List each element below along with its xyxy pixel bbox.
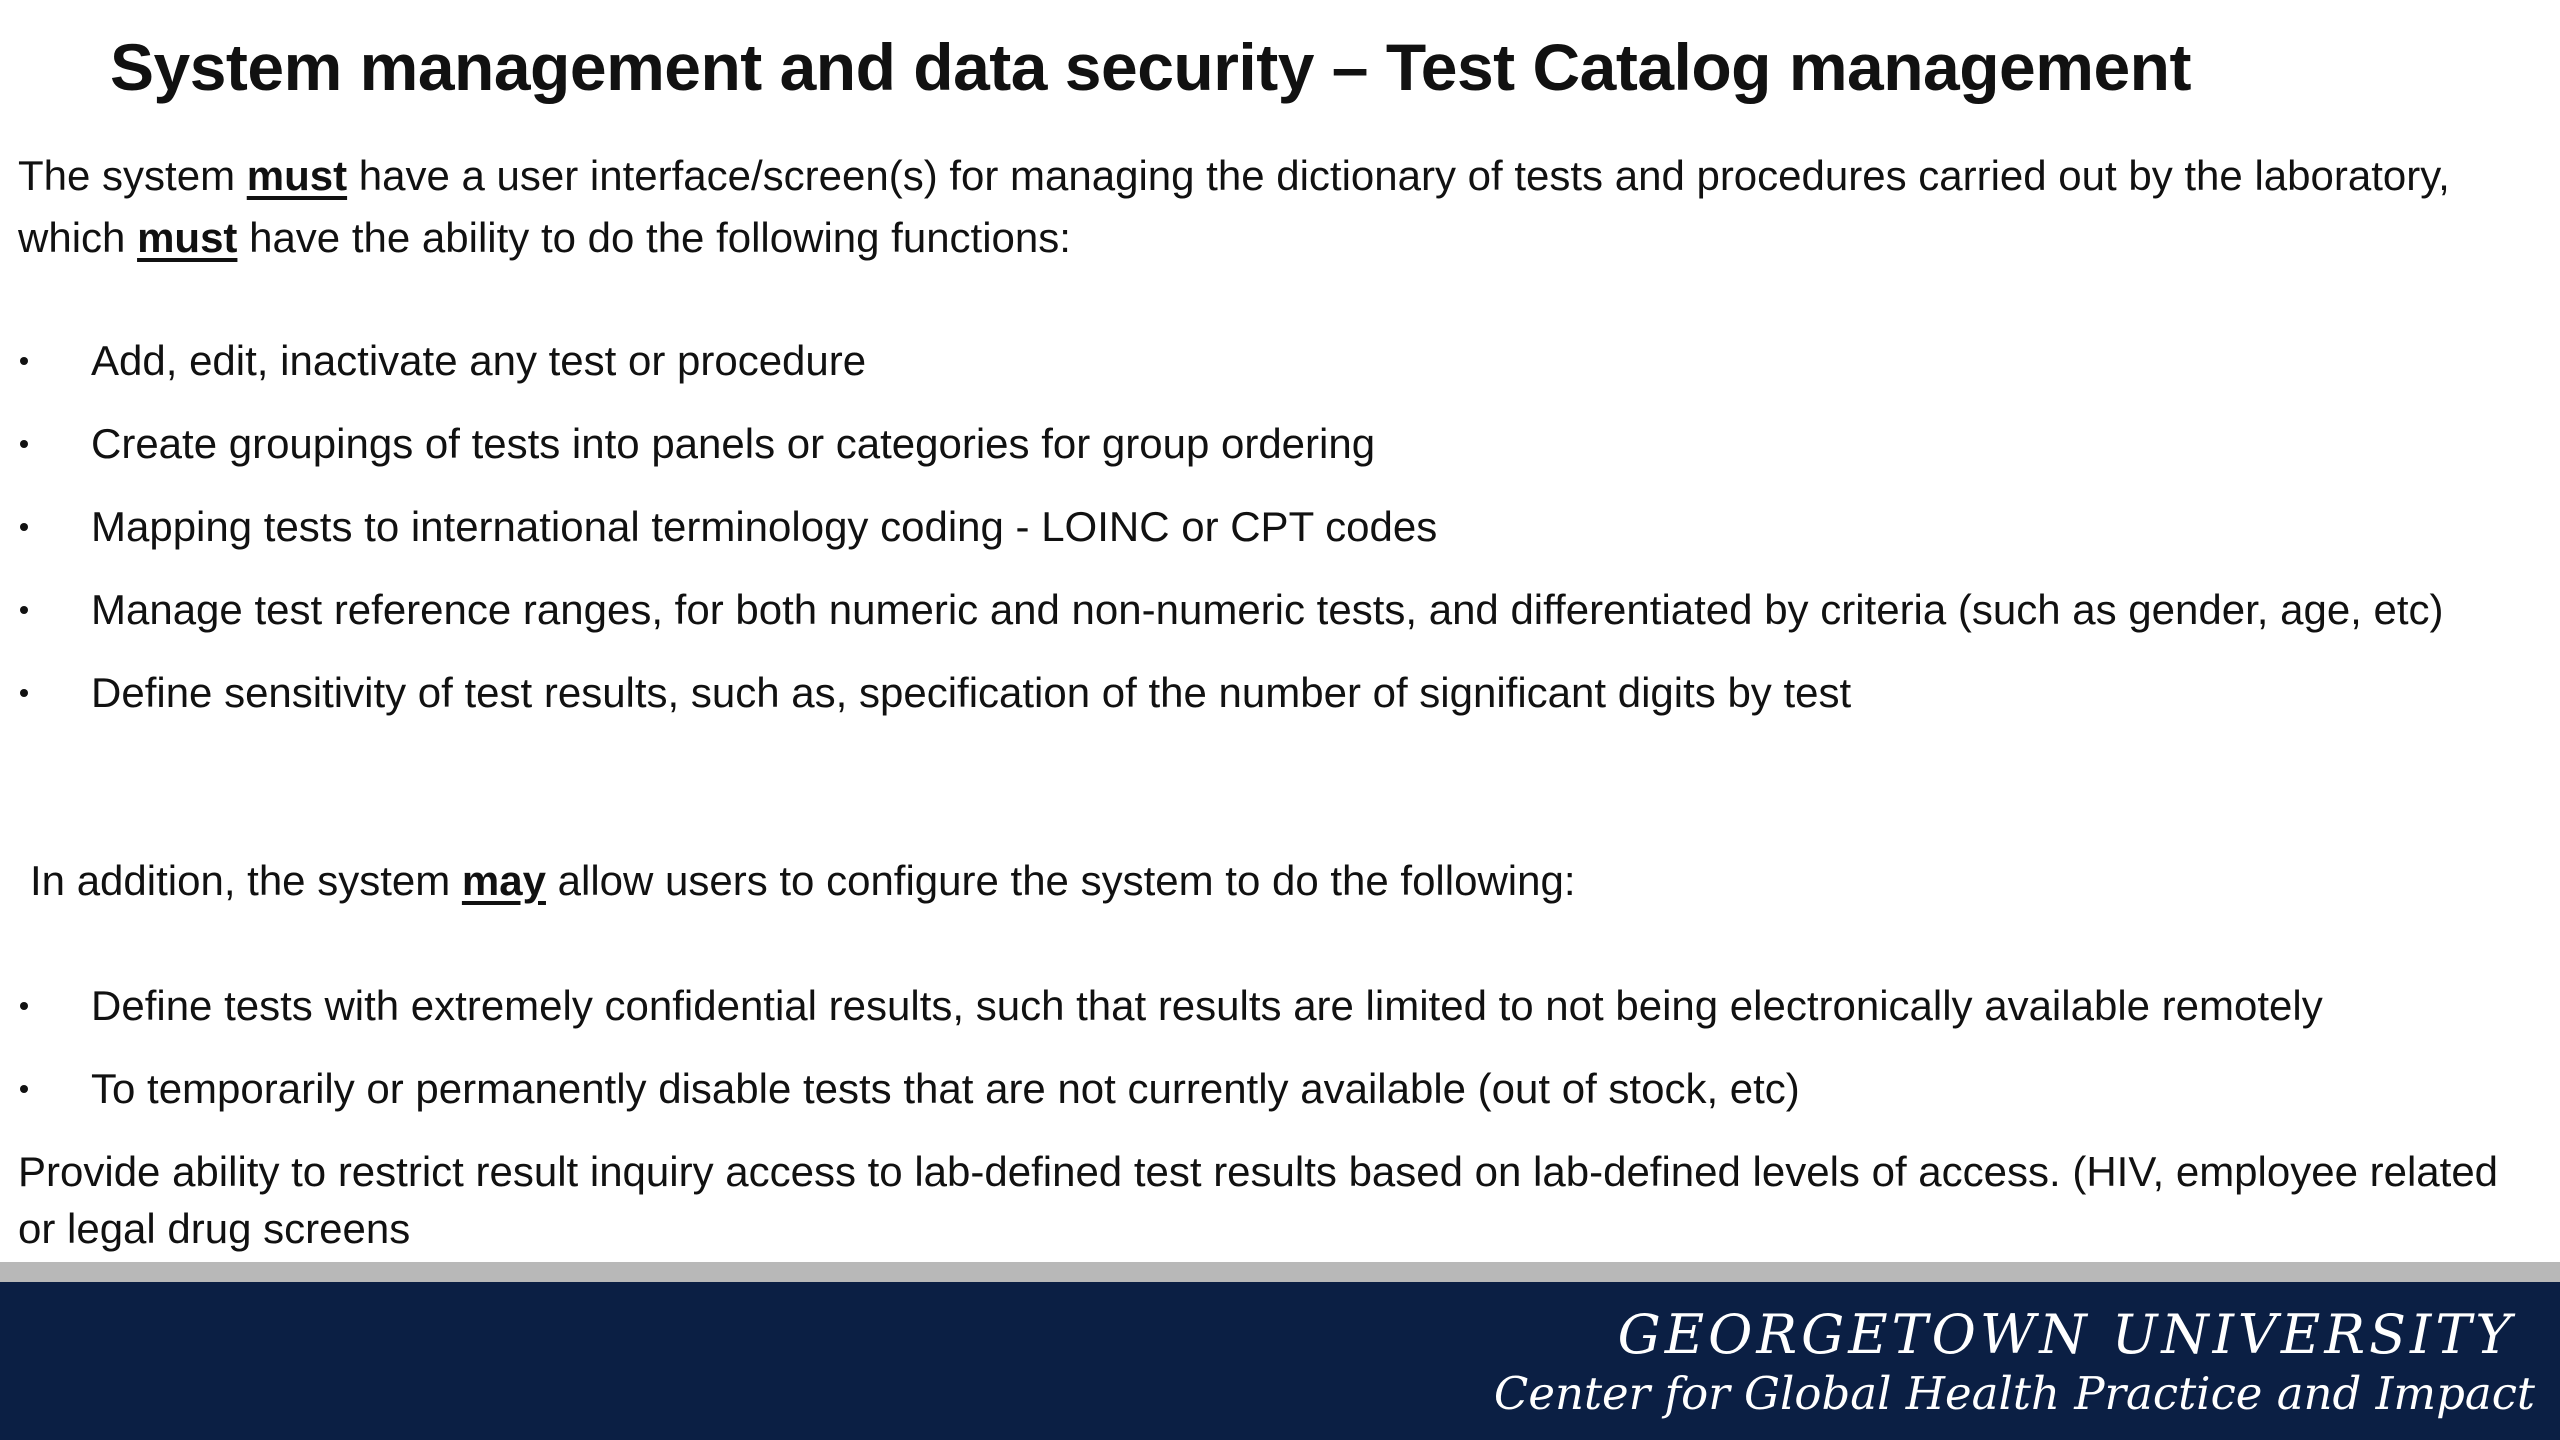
list-item	[0, 413, 2530, 475]
must-emphasis-1: must	[246, 152, 348, 199]
bullet-icon	[20, 1085, 28, 1093]
footer-divider	[0, 1262, 2560, 1282]
bullet-icon	[20, 357, 28, 365]
list-item	[0, 330, 2530, 392]
list-item	[0, 975, 2530, 1037]
georgetown-logo	[1494, 1304, 2535, 1422]
bullet-icon	[20, 440, 28, 448]
addition-paragraph	[30, 850, 1576, 912]
may-emphasis: may	[461, 857, 546, 904]
intro-text-1: The system	[18, 152, 247, 199]
bullet-icon	[20, 1002, 28, 1010]
list-item	[0, 662, 2530, 724]
list-item	[0, 579, 2530, 641]
intro-text-2: have a user interface/screen(s) for managing the dictionary of tests and procedures carried out by the laboratory, which	[18, 152, 2450, 261]
list-item-text: Define sensitivity of test results, such as, specification of the number of significant digits by test	[91, 669, 1852, 716]
center-name: Center for Global Health Practice and Impact	[1493, 1367, 2535, 1420]
intro-text-3: have the ability to do the following functions:	[237, 214, 1071, 261]
intro-paragraph	[18, 145, 2518, 269]
footer-banner	[0, 1282, 2560, 1440]
university-name: GEORGETOWN UNIVERSITY	[1617, 1303, 2515, 1366]
bullet-icon	[20, 523, 28, 531]
list-item-text: To temporarily or permanently disable tests that are not currently available (out of stock, etc)	[91, 1065, 1800, 1112]
list-item-text: Add, edit, inactivate any test or procedure	[91, 337, 867, 384]
must-emphasis-2: must	[137, 214, 238, 261]
list-item-text: Manage test reference ranges, for both numeric and non-numeric tests, and differentiated by criteria (such as gender, age, etc)	[91, 586, 2444, 633]
addition-text-1: In addition, the system	[30, 857, 462, 904]
list-item-text: Create groupings of tests into panels or categories for group ordering	[91, 420, 1376, 467]
required-functions-list	[0, 330, 2530, 745]
provide-paragraph: Provide ability to restrict result inquiry access to lab-defined test results based on lab-defined levels of access. (HIV, employee related or legal drug screens	[18, 1148, 2499, 1252]
list-item-text: Mapping tests to international terminology coding - LOINC or CPT codes	[91, 503, 1438, 550]
slide-title: System management and data security – Test Catalog management	[110, 30, 2191, 104]
optional-functions-list	[0, 975, 2530, 1141]
list-item	[0, 496, 2530, 558]
list-item-text: Define tests with extremely confidential results, such that results are limited to not being electronically available remotely	[91, 982, 2323, 1029]
addition-text-2: allow users to configure the system to do the following:	[545, 857, 1576, 904]
list-item	[0, 1058, 2530, 1120]
bullet-icon	[20, 689, 28, 697]
bullet-icon	[20, 606, 28, 614]
